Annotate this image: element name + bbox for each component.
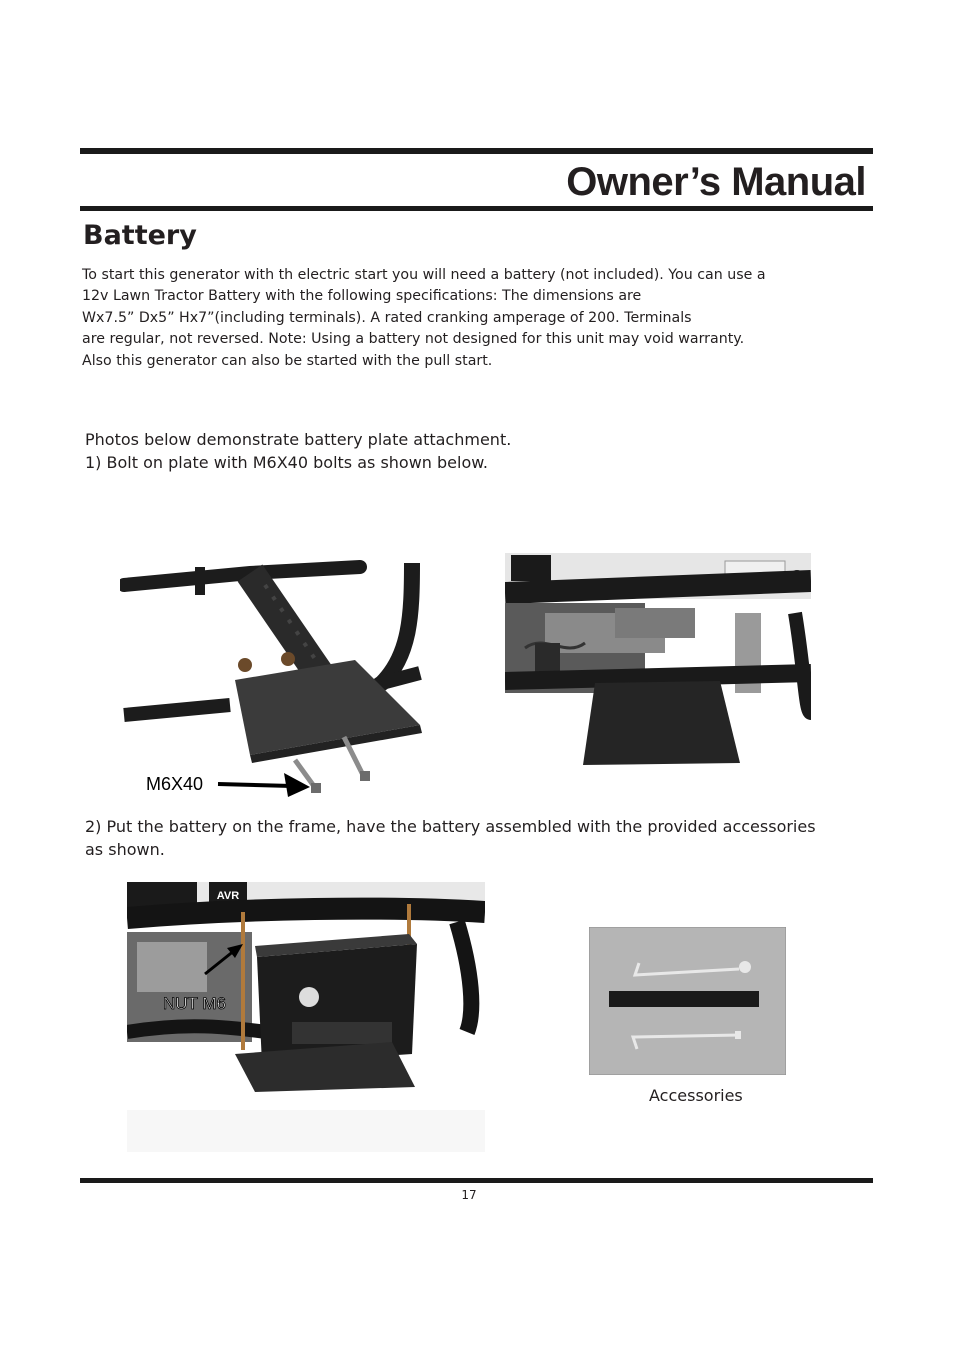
accessories-photo [589,927,786,1075]
step1-line: Photos below demonstrate battery plate attachment. [85,430,512,449]
intro-line: To start this generator with th electric start you will need a battery (not included). You can use a [82,267,766,283]
page-number: 17 [461,1188,477,1202]
section-heading: Battery [83,220,197,251]
footer-rule [80,1178,873,1183]
battery-plate-bolts-photo [120,555,430,800]
battery-installed-photo [127,882,485,1152]
header-bottom-rule [80,206,873,211]
intro-line: Also this generator can also be started with the pull start. [82,352,493,369]
step1-line: 1) Bolt on plate with M6X40 bolts as shown below. [85,453,488,472]
intro-line: are regular, not reversed. Note: Using a battery not designed for this unit may void warranty. [82,331,745,348]
page-title: Owner’s Manual [566,160,866,204]
intro-line: 12v Lawn Tractor Battery with the following specifications: The dimensions are [82,288,642,305]
nut-label: NUT M6 [163,994,226,1013]
plate-mounted-photo [505,553,811,770]
step1-text [85,428,511,474]
step2-line: 2) Put the battery on the frame, have the battery assembled with the provided accessories [85,817,816,836]
bolt-label: M6X40 [146,774,204,794]
intro-paragraph [82,265,782,372]
accessories-caption: Accessories [649,1086,743,1105]
avr-panel-label: AVR [216,890,240,902]
header-top-rule [80,148,873,154]
intro-line: Wx7.5” Dx5” Hx7”(including terminals). A rated cranking amperage of 200. Terminals [82,309,692,326]
step2-text [85,815,816,861]
step2-line: as shown. [85,840,165,859]
